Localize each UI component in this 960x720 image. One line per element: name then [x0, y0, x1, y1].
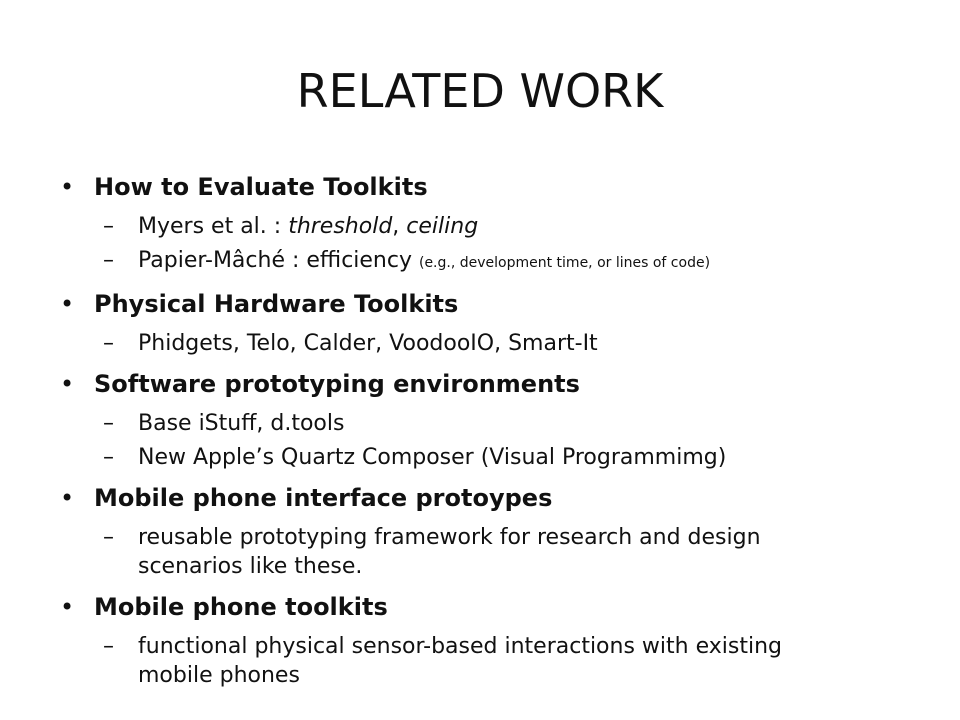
bullet-heading — [60, 587, 920, 627]
sub-item — [60, 329, 920, 358]
bullet-heading — [60, 284, 920, 324]
sub-item-text: reusable prototyping framework for research and design — [138, 525, 761, 550]
sub-item-text-continued: mobile phones — [138, 663, 300, 688]
bullet-heading — [60, 167, 920, 207]
bullet-heading — [60, 364, 920, 404]
bullet-icon: • — [60, 173, 75, 201]
sub-item — [60, 632, 920, 690]
sub-item — [60, 443, 920, 472]
dash-icon: – — [103, 525, 114, 550]
sub-item — [60, 409, 920, 438]
bullet-icon: • — [60, 370, 75, 398]
sub-item-italic: threshold — [288, 214, 393, 239]
bullet-icon: • — [60, 484, 75, 512]
sub-item-text: Phidgets, Telo, Calder, VoodooIO, Smart-It — [138, 331, 598, 356]
sub-item-note: (e.g., development time, or lines of code) — [418, 255, 711, 271]
heading-text: How to Evaluate Toolkits — [94, 173, 428, 201]
sub-item-text-continued: scenarios like these. — [138, 554, 363, 579]
sub-item-text: Base iStuff, d.tools — [138, 411, 345, 436]
sub-item — [60, 246, 920, 278]
sub-item-text: Myers et al. : — [138, 214, 289, 239]
sub-item — [60, 212, 920, 241]
bullet-heading — [60, 478, 920, 518]
sub-item-text: functional physical sensor-based interactions with existing — [138, 634, 782, 659]
sub-item-italic: ceiling — [406, 214, 479, 239]
heading-text: Physical Hardware Toolkits — [94, 290, 459, 318]
sub-item-text: Papier-Mâché : efficiency — [138, 248, 419, 273]
heading-text: Mobile phone interface protoypes — [94, 484, 553, 512]
dash-icon: – — [103, 411, 114, 436]
dash-icon: – — [103, 634, 114, 659]
sub-item-text: New Apple’s Quartz Composer (Visual Programmimg) — [138, 445, 727, 470]
dash-icon: – — [103, 331, 114, 356]
bullet-icon: • — [60, 290, 75, 318]
bullet-list — [60, 167, 920, 690]
sub-item-sep: , — [392, 214, 407, 239]
slide-title: RELATED WORK — [296, 64, 664, 118]
sub-item — [60, 523, 920, 581]
dash-icon: – — [103, 445, 114, 470]
dash-icon: – — [103, 214, 114, 239]
heading-text: Mobile phone toolkits — [94, 593, 388, 621]
heading-text: Software prototyping environments — [94, 370, 580, 398]
bullet-icon: • — [60, 593, 75, 621]
dash-icon: – — [103, 248, 114, 273]
